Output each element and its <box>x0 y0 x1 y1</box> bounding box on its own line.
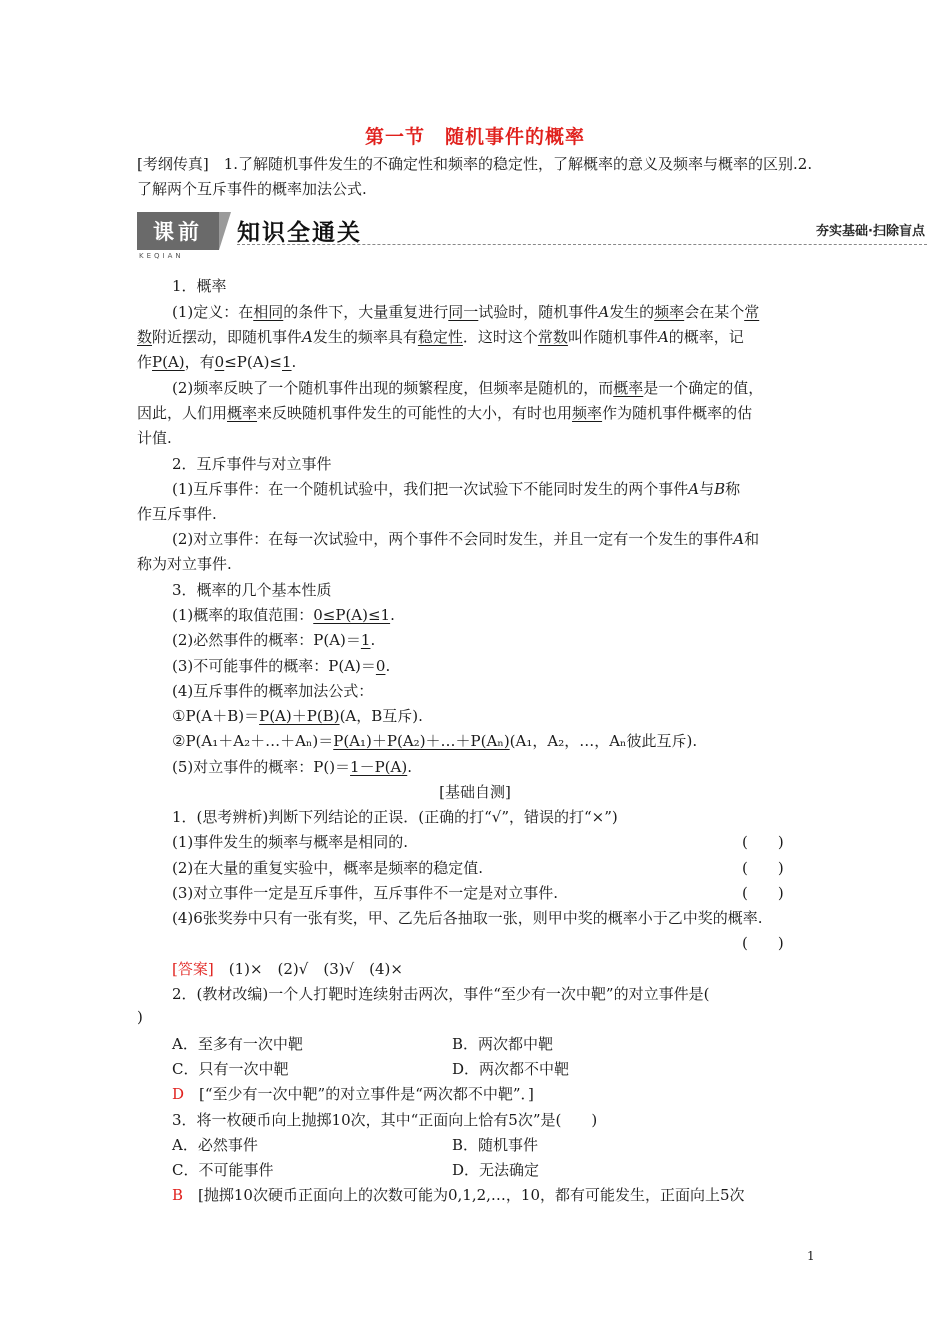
q1-item-1-blank: ( ) <box>742 833 784 851</box>
q3-option-c: C．不可能事件 <box>172 1161 274 1179</box>
page-number: 1 <box>807 1249 815 1263</box>
banner-slogan: 夯实基础·扫除盲点 <box>816 224 925 239</box>
banner-tab <box>137 212 219 250</box>
banner-divider <box>237 244 927 245</box>
q2-option-b: B．两次都中靶 <box>452 1035 554 1053</box>
q1-item-4-blank: ( ) <box>742 934 784 952</box>
q1-item-1: (1)事件发生的频率与概率是相同的. <box>172 833 409 851</box>
q1-answer: [答案] (1)× (2)√ (3)√ (4)× <box>172 960 403 978</box>
s3-rule5: (5)对立事件的概率：P()＝1－P(A). <box>172 758 413 776</box>
s2-heading: 2．互斥事件与对立事件 <box>172 455 332 473</box>
answer-tag: [答案] <box>172 960 214 978</box>
s3-rule2: (2)必然事件的概率：P(A)＝1. <box>172 631 376 649</box>
s3-rule3: (3)不可能事件的概率：P(A)＝0. <box>172 657 391 675</box>
s2-p2-line1: (2)对立事件：在每一次试验中，两个事件不会同时发生，并且一定有一个发生的事件A和 <box>172 530 760 548</box>
selftest-heading: [基础自测] <box>439 783 511 801</box>
banner-tab-label: 课前 <box>153 220 203 244</box>
intro-paragraph <box>137 152 817 202</box>
q1-item-2-blank: ( ) <box>742 859 784 877</box>
banner-heading: 知识全通关 <box>237 220 362 246</box>
q2-option-d: D．两次都不中靶 <box>452 1060 570 1078</box>
s2-p2-line2: 称为对立事件. <box>137 555 232 573</box>
q3-stem: 3．将一枚硬币向上抛掷10次，其中“正面向上恰有5次”是( ) <box>172 1111 598 1129</box>
banner-sub-label: KEQIAN <box>139 252 184 260</box>
banner-fold <box>219 212 231 250</box>
q1-stem: 1．(思考辨析)判断下列结论的正误．(正确的打“√”，错误的打“×”) <box>172 808 618 826</box>
s3-formula2: ②P(A₁＋A₂＋…＋Aₙ)＝P(A₁)＋P(A₂)＋…＋P(Aₙ)(A₁，A₂，…，Aₙ彼此互斥). <box>172 732 698 750</box>
q3-answer-letter: B <box>172 1186 184 1204</box>
s3-rule1: (1)概率的取值范围：0≤P(A)≤1. <box>172 606 395 624</box>
s1-def-line2: 数附近摆动，即随机事件A发生的频率具有稳定性．这时这个常数叫作随机事件A的概率，记 <box>137 328 744 346</box>
q1-item-3: (3)对立事件一定是互斥事件，互斥事件不一定是对立事件. <box>172 884 559 902</box>
section-banner <box>137 208 927 260</box>
s3-heading: 3．概率的几个基本性质 <box>172 581 332 599</box>
s3-rule4: (4)互斥事件的概率加法公式： <box>172 682 374 700</box>
q2-option-a: A．至多有一次中靶 <box>172 1035 303 1053</box>
page-title: 第一节 随机事件的概率 <box>364 126 585 148</box>
q3-option-d: D．无法确定 <box>452 1161 540 1179</box>
q3-option-a: A．必然事件 <box>172 1136 258 1154</box>
q1-item-4: (4)6张奖券中只有一张有奖，甲、乙先后各抽取一张，则甲中奖的概率小于乙中奖的概率. <box>172 909 763 927</box>
q3-answer: B [抛掷10次硬币正面向上的次数可能为0,1,2,…，10，都有可能发生，正面向上5次 <box>172 1186 745 1204</box>
s1-p2-line3: 计值. <box>137 429 172 447</box>
s1-p2-line2: 因此，人们用概率来反映随机事件发生的可能性的大小，有时也用频率作为随机事件概率的估 <box>137 404 753 422</box>
q1-item-2: (2)在大量的重复实验中，概率是频率的稳定值. <box>172 859 484 877</box>
q2-stem-cont: ) <box>137 1008 143 1026</box>
s1-def-line3: 作P(A)，有0≤P(A)≤1. <box>137 353 297 371</box>
q1-item-3-blank: ( ) <box>742 884 784 902</box>
q2-answer-letter: D <box>172 1085 185 1103</box>
q3-option-b: B．随机事件 <box>452 1136 539 1154</box>
s2-p1-line2: 作互斥事件. <box>137 505 217 523</box>
s1-p2-line1: (2)频率反映了一个随机事件出现的频繁程度，但频率是随机的，而概率是一个确定的值， <box>172 379 764 397</box>
s1-heading: 1．概率 <box>172 277 227 295</box>
s1-def-line1: (1)定义：在相同的条件下，大量重复进行同一试验时，随机事件A发生的频率会在某个常 <box>172 303 760 321</box>
s2-p1-line1: (1)互斥事件：在一个随机试验中，我们把一次试验下不能同时发生的两个事件A与B称 <box>172 480 741 498</box>
q2-answer: D [“至少有一次中靶”的对立事件是“两次都不中靶”．] <box>172 1085 534 1103</box>
s3-formula1: ①P(A＋B)＝P(A)＋P(B)(A，B互斥). <box>172 707 423 725</box>
intro-tag: [考纲传真] <box>137 155 209 173</box>
q2-stem: 2．(教材改编)一个人打靶时连续射击两次，事件“至少有一次中靶”的对立事件是( <box>172 985 710 1003</box>
intro-text: 1.了解随机事件发生的不确定性和频率的稳定性，了解概率的意义及频率与概率的区别.2.了解两个互斥事件的概率加法公式. <box>137 155 813 198</box>
q2-option-c: C．只有一次中靶 <box>172 1060 289 1078</box>
